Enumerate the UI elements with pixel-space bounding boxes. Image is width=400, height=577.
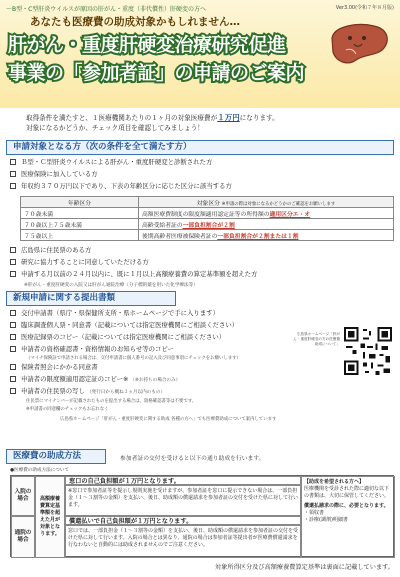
header-note: ～B型・C型肝炎ウイルスが原因の肝がん・重度（非代償性）肝硬変の方へ (6, 6, 206, 13)
eligibility-item[interactable] (10, 270, 257, 279)
eligibility-item[interactable] (10, 182, 232, 191)
document-item[interactable] (10, 333, 225, 342)
inpatient-detail: ※窓口で参加者証等を提示し規則実施を受けますが、参加者証を窓口に提示できない場合は、一部負担金（１～３割等の金額）を支払い、後日、助成額の償還請求を参加者証の交付を受けた県に対して行います。 (65, 485, 301, 516)
side-heading: 【助成を希望される方へ】 (304, 479, 365, 485)
age-category-table (20, 196, 394, 241)
eligibility-item-label: 医療保険に加入している方 (21, 170, 98, 178)
inpatient-summary (65, 476, 301, 485)
eligibility-item[interactable] (10, 170, 98, 179)
col-age-header: 年齢区分 (21, 197, 139, 208)
document-item[interactable] (10, 375, 180, 385)
document-item[interactable] (10, 363, 98, 372)
eligibility-item-label: 年収約３７０万円以下であり、下表の年齢区分に応じた区分に該当する方 (21, 182, 232, 190)
checkbox-icon[interactable] (10, 364, 16, 370)
document-item-label: 申請者の限度額適用認定証のコピー※ (21, 375, 129, 383)
assistance-label: ●医療費の助成方法について (10, 468, 70, 473)
outpatient-summary-text: 償還払いで自己負担額が１万円となります。 (69, 518, 193, 525)
outpatient-detail: 窓口では、一部負担金（１～３割等の金額）を支払い、後日、助成額の償還請求を参加者証の交付を受けた県に対して行います。入院の場合とは異なり、通院の場合は参加者証等提出者が医療費償還請求を行なわないと自動的には助成されませんのでご注意ください。 (65, 525, 301, 558)
target-cell (139, 219, 394, 230)
footer-note: 対象所得区分及び高額療養費算定基準は裏面に記載しています。 (215, 564, 394, 571)
document-item[interactable] (10, 309, 219, 318)
page-title-line1: 肝がん・重度肝硬変治療研究促進 (8, 34, 286, 56)
document-item[interactable] (10, 387, 165, 397)
document-item-label: 交付申請書（県庁・県保健所支所・県ホームページで手に入ります） (21, 309, 219, 317)
checkbox-icon[interactable] (10, 271, 16, 277)
age-cell: ７０歳以上７５歳未満 (21, 219, 139, 230)
checkbox-icon[interactable] (10, 259, 16, 265)
checkbox-icon[interactable] (10, 171, 16, 177)
intro-line2: 対象になるかどうか、チェック項目を確認してみましょう！ (26, 124, 204, 132)
document-subnote: （マイナ保険証で申請される場合は、交付申請書に個人番号の記入及び同意事項にチェックをお願いします） (26, 356, 241, 361)
checkbox-icon[interactable] (10, 346, 16, 352)
table-row (21, 230, 394, 241)
document-item[interactable] (10, 345, 174, 354)
target-cell (139, 208, 394, 219)
eligibility-item-label: 研究に協力することに同意していただける方 (21, 258, 149, 266)
checkbox-icon[interactable] (10, 183, 16, 189)
age-cell: ７５歳以上 (21, 230, 139, 241)
col-target-header (139, 197, 394, 208)
document-subnote: （※お持ちの場合のみ） (130, 378, 181, 383)
liver-illustration-icon (328, 20, 392, 68)
assistance-side-panel (301, 476, 395, 558)
document-subnote: （発行日から概ね３ヵ月以内のもの） (86, 390, 166, 395)
target-cell (139, 230, 394, 241)
checkbox-icon[interactable] (10, 388, 16, 394)
eligibility-footnote: ※肝がん・重度肝硬変の入院又は肝がん通院治療（分子標的薬を用いた化学療法等） (24, 283, 198, 288)
threshold-label: 高額療養費算定基準額を超えた月が対象となります。 (35, 476, 65, 558)
target-pre: 高齢受給者証の (142, 222, 183, 229)
checkbox-icon[interactable] (10, 322, 16, 328)
eligibility-item[interactable] (10, 258, 149, 267)
documents-heading: 新規申請に関する提出書類 (6, 291, 176, 306)
table-header-row (21, 197, 394, 208)
target-pre: 高額医療費制度の限度額適用認定証等の所得額の (142, 211, 270, 218)
eligibility-item-label: 広島県に住民票のある方 (21, 246, 92, 254)
inpatient-summary-text: 窓口の自己負担額が１万円となります。 (69, 478, 180, 485)
table-row (21, 219, 394, 230)
target-emphasis: 一部負担割合が２割 (182, 222, 235, 229)
document-item-label: 申請者の住民票の写し (21, 387, 85, 395)
table-row (21, 208, 394, 219)
checkbox-icon[interactable] (10, 310, 16, 316)
page-title-line2: 事業の「参加者証」の申請のご案内 (8, 62, 305, 84)
col-target-label: 対象区分 (196, 200, 220, 207)
homepage-note: 広島県ホームページ「肝がん・重度肝硬変に関する助成 各種の方へ」でも医療費助成について案内しています (60, 417, 277, 422)
eligibility-item[interactable] (10, 246, 91, 255)
document-item-label: 臨床調査個人票・同意書（記載については指定医療機関にご相談ください） (21, 321, 239, 329)
assistance-heading: 医療費の助成方法 (6, 449, 106, 464)
eligibility-item[interactable] (10, 158, 212, 167)
checkbox-icon[interactable] (10, 159, 16, 165)
side-item: ・領収書 (304, 510, 325, 516)
qr-caption: 広島県ホームページ「肝がん・重度肝硬変の方の医療費助成について」 (293, 332, 340, 346)
intro-line1-pre: 取得条件を満たすと、１医療機関あたりの１ヶ月の対象医療費が (26, 114, 218, 122)
document-item-label: 保険者照会にかかる同意書 (21, 363, 98, 371)
document-subnote: 住民票にマイナンバーが記載されたものを提出する場合は、資格確認書等は不要です。 (26, 399, 197, 404)
target-emphasis: 適用区分エ・オ (269, 211, 311, 218)
document-item-label: 医療記録票のコピー（記載については指定医療機関にご相談ください） (21, 333, 226, 341)
target-emphasis: 一部負担割合が２割または１割 (217, 233, 299, 240)
catch-copy: あなたも医療費の助成対象かもしれません… (30, 16, 240, 28)
outpatient-label: 通院の場合 (11, 516, 35, 558)
col-target-note: ※申請の際は対象になるかどうかのご確認をお願いします (221, 201, 336, 207)
outpatient-summary (65, 516, 301, 525)
assistance-note: 参加者証の交付を受けると以下の通り助成を行います。 (120, 456, 265, 462)
version-label: Ver3.00(令和７年８月版) (335, 5, 394, 11)
intro-amount: １万円 (217, 113, 240, 122)
side-text: 医療機関を受診された際に適切な以下の書類は、大切に保管してください。 (304, 486, 390, 499)
qr-code-icon[interactable] (342, 325, 394, 377)
inpatient-label: 入院の場合 (11, 476, 35, 516)
intro-line1-post: になります。 (239, 114, 279, 122)
age-cell: ７０歳未満 (21, 208, 139, 219)
checkbox-icon[interactable] (10, 376, 16, 382)
document-item[interactable] (10, 321, 238, 330)
target-pre: 後期高齢者医療被保険者証の (142, 233, 218, 240)
eligibility-item-label: Ｂ型・Ｃ型肝炎ウイルスによる肝がん・重度肝硬変と診断された方 (21, 158, 213, 166)
document-item-label: 申請者の資格確認書・資格情報のお知らせ等のコピー (21, 345, 174, 353)
checkbox-icon[interactable] (10, 247, 16, 253)
eligibility-heading: 申請対象となる方（次の条件を全て満たす方） (6, 140, 394, 155)
document-subnote: ※申請書の同意欄のチェックもお忘れなく (26, 407, 109, 412)
eligibility-item-label: 申請する月以前の２４月以内に、既に１月以上高額療養費の算定基準額を超えた方 (21, 270, 258, 278)
side-item: ・診療(調剤)明細書 (304, 517, 348, 523)
side-heading-2: 償還払請求の際に、必要となります。 (304, 503, 389, 509)
checkbox-icon[interactable] (10, 334, 16, 340)
assistance-table (10, 475, 394, 557)
